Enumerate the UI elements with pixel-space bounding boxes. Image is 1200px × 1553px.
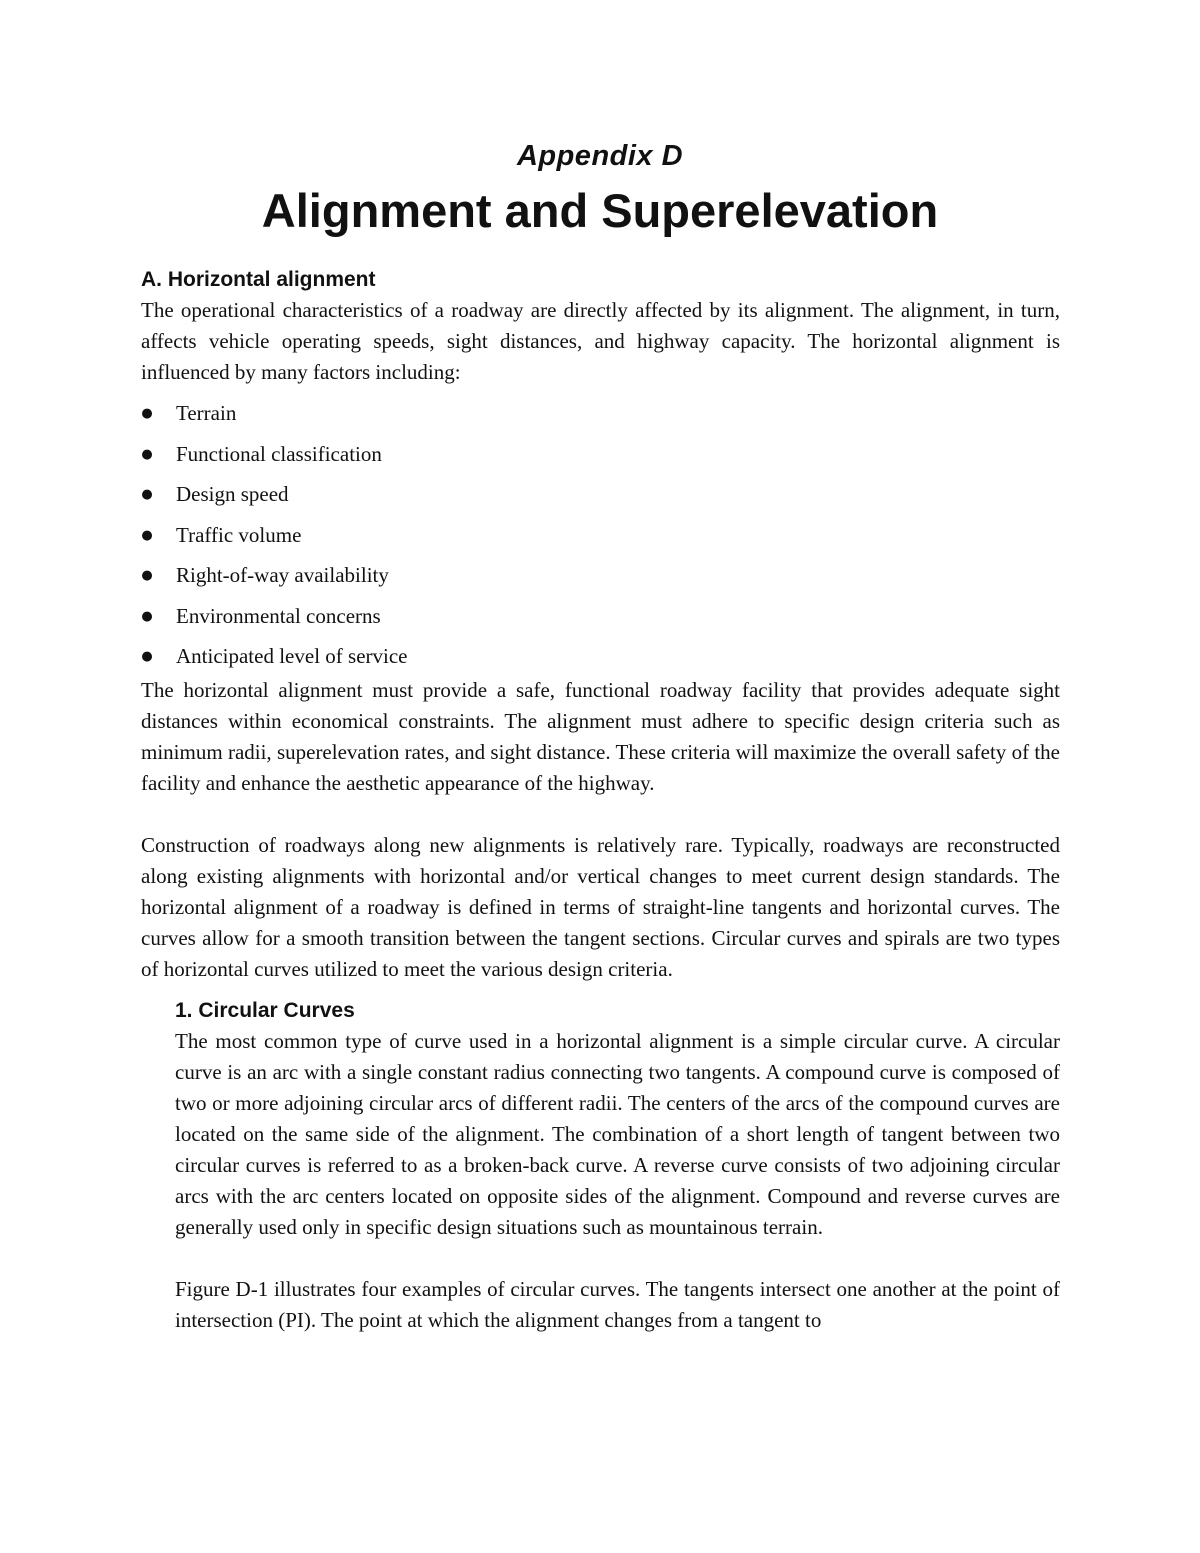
document-body	[141, 264, 1060, 1336]
bullet-dot-icon: ●	[141, 406, 153, 421]
list-item	[141, 398, 1060, 439]
list-item-label: Design speed	[176, 482, 289, 506]
bullet-dot-icon: ●	[141, 527, 153, 543]
list-item	[141, 601, 1060, 642]
bullet-dot-icon: ●	[141, 446, 153, 462]
factors-list	[141, 398, 1060, 675]
list-item	[141, 641, 1060, 675]
circular-curves-section	[175, 995, 1060, 1336]
section-heading-horizontal-alignment: A. Horizontal alignment	[141, 268, 376, 291]
bullet-dot-icon: ●	[141, 568, 153, 583]
list-item	[141, 560, 1060, 601]
circular-curves-paragraph: The most common type of curve used in a horizontal alignment is a simple circular curve. A circular curve is an arc with a single constant radius connecting two tangents. A compound curve is composed of two or more adjoining circular arcs of different radii. The centers of the arcs of the compound curves are located on the same side of the alignment. The combination of a short length of tangent between two circular curves is referred to as a broken-back curve. A reverse curve consists of two adjoining circular arcs with the arc centers located on opposite sides of the alignment. Compound and reverse curves are generally used only in specific design situations such as mountainous terrain.	[175, 1029, 1060, 1239]
alignment-criteria-paragraph: The horizontal alignment must provide a safe, functional roadway facility that provides adequate sight distances within economical constraints. The alignment must adhere to specific design criteria such as minimum radii, superelevation rates, and sight distance. These criteria will maximize the overall safety of the facility and enhance the aesthetic appearance of the highway.	[141, 678, 1060, 795]
list-item-label: Functional classification	[176, 441, 382, 466]
list-item-label: Traffic volume	[176, 522, 302, 547]
bullet-dot-icon: ●	[141, 487, 153, 502]
subsection-heading-circular-curves: 1. Circular Curves	[175, 999, 355, 1022]
list-item-label: Environmental concerns	[176, 603, 381, 628]
figure-reference-paragraph: Figure D-1 illustrates four examples of circular curves. The tangents intersect one another at the point of intersection (PI). The point at which the alignment changes from a tangent to	[175, 1277, 1060, 1332]
list-item	[141, 520, 1060, 561]
list-item-label: Right-of-way availability	[176, 563, 389, 587]
list-item	[141, 439, 1060, 480]
bullet-dot-icon: ●	[141, 608, 153, 624]
bullet-dot-icon: ●	[141, 649, 153, 664]
page-title: Alignment and Superelevation	[261, 184, 939, 237]
construction-paragraph: Construction of roadways along new alignments is relatively rare. Typically, roadways are reconstructed along existing alignments with horizontal and/or vertical changes to meet current design standards. The horizontal alignment of a roadway is defined in terms of straight-line tangents and horizontal curves. The curves allow for a smooth transition between the tangent sections. Circular curves and spirals are two types of horizontal curves utilized to meet the various design criteria.	[141, 833, 1060, 981]
list-item	[141, 479, 1060, 520]
intro-paragraph: The operational characteristics of a roadway are directly affected by its alignment. The alignment, in turn, affects vehicle operating speeds, sight distances, and highway capacity. The horizontal alignment is influenced by many factors including:	[141, 298, 1060, 384]
list-item-label: Anticipated level of service	[176, 644, 408, 668]
appendix-label: Appendix D	[516, 140, 684, 172]
list-item-label: Terrain	[176, 401, 237, 425]
